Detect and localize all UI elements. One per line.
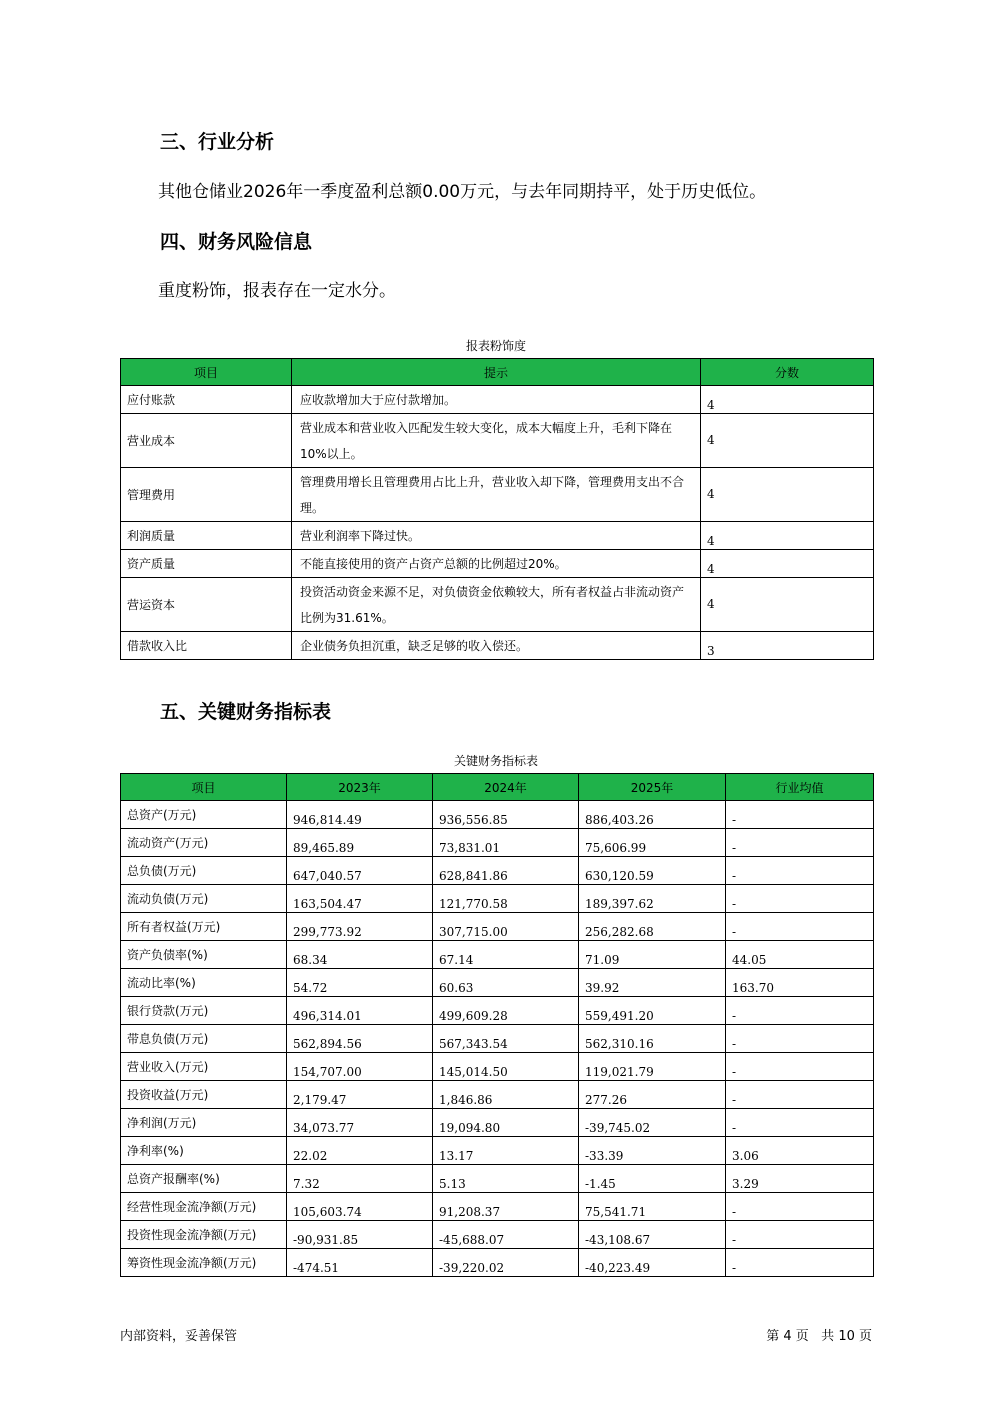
kpi-industry-avg: 163.70	[726, 969, 874, 997]
kpi-2023: 299,773.92	[287, 913, 433, 941]
kpi-industry-avg: 3.29	[726, 1165, 874, 1193]
kpi-industry-avg: -	[726, 1025, 874, 1053]
kpi-2025: 71.09	[579, 941, 726, 969]
risk-hint: 营业利润率下降过快。	[292, 522, 701, 550]
kpi-2024: 499,609.28	[433, 997, 579, 1025]
header-item: 项目	[121, 774, 287, 801]
kpi-2025: 562,310.16	[579, 1025, 726, 1053]
kpi-2024: 628,841.86	[433, 857, 579, 885]
risk-hint: 投资活动资金来源不足，对负债资金依赖较大，所有者权益占非流动资产比例为31.61%。	[292, 578, 701, 632]
risk-score: 4	[701, 468, 874, 522]
kpi-item: 带息负债(万元)	[121, 1025, 287, 1053]
header-industry-avg: 行业均值	[726, 774, 874, 801]
kpi-2025: -33.39	[579, 1137, 726, 1165]
kpi-2024: 19,094.80	[433, 1109, 579, 1137]
kpi-industry-avg: -	[726, 801, 874, 829]
header-item: 项目	[121, 359, 292, 386]
kpi-table	[120, 773, 874, 1277]
header-2023: 2023年	[287, 774, 433, 801]
kpi-2025: 559,491.20	[579, 997, 726, 1025]
kpi-2023: 154,707.00	[287, 1053, 433, 1081]
kpi-2023: 496,314.01	[287, 997, 433, 1025]
footer-page-number: 第 4 页 共 10 页	[766, 1329, 872, 1344]
risk-score: 4	[701, 386, 874, 414]
risk-item: 营运资本	[121, 578, 292, 632]
kpi-2024: 145,014.50	[433, 1053, 579, 1081]
risk-item: 借款收入比	[121, 632, 292, 660]
risk-score: 4	[701, 578, 874, 632]
kpi-2023: 105,603.74	[287, 1193, 433, 1221]
kpi-industry-avg: 3.06	[726, 1137, 874, 1165]
table-row	[121, 1193, 874, 1221]
table-row	[121, 969, 874, 997]
header-2024: 2024年	[433, 774, 579, 801]
kpi-industry-avg: -	[726, 1053, 874, 1081]
kpi-item: 银行贷款(万元)	[121, 997, 287, 1025]
industry-text: 其他仓储业2026年一季度盈利总额0.00万元，与去年同期持平，处于历史低位。	[158, 182, 767, 202]
table-row	[121, 386, 874, 414]
risk-hint: 应收款增加大于应付款增加。	[292, 386, 701, 414]
risk-hint: 管理费用增长且管理费用占比上升，营业收入却下降，管理费用支出不合理。	[292, 468, 701, 522]
risk-score: 4	[701, 414, 874, 468]
risk-score: 4	[701, 550, 874, 578]
risk-item: 应付账款	[121, 386, 292, 414]
kpi-item: 总资产(万元)	[121, 801, 287, 829]
kpi-item: 营业收入(万元)	[121, 1053, 287, 1081]
kpi-2025: 277.26	[579, 1081, 726, 1109]
kpi-item: 投资收益(万元)	[121, 1081, 287, 1109]
risk-item: 营业成本	[121, 414, 292, 468]
table-row	[121, 857, 874, 885]
kpi-2024: 1,846.86	[433, 1081, 579, 1109]
kpi-industry-avg: -	[726, 1221, 874, 1249]
kpi-2023: -474.51	[287, 1249, 433, 1277]
table-row	[121, 414, 874, 468]
kpi-2025: 189,397.62	[579, 885, 726, 913]
kpi-2024: 121,770.58	[433, 885, 579, 913]
kpi-industry-avg: -	[726, 1249, 874, 1277]
table-row	[121, 632, 874, 660]
kpi-2024: 5.13	[433, 1165, 579, 1193]
kpi-item: 资产负债率(%)	[121, 941, 287, 969]
table-row	[121, 1081, 874, 1109]
kpi-2023: 68.34	[287, 941, 433, 969]
kpi-2025: -43,108.67	[579, 1221, 726, 1249]
header-score: 分数	[701, 359, 874, 386]
kpi-2024: 567,343.54	[433, 1025, 579, 1053]
kpi-item: 流动资产(万元)	[121, 829, 287, 857]
kpi-item: 净利率(%)	[121, 1137, 287, 1165]
risk-item: 管理费用	[121, 468, 292, 522]
kpi-2023: 22.02	[287, 1137, 433, 1165]
kpi-industry-avg: 44.05	[726, 941, 874, 969]
risk-item: 利润质量	[121, 522, 292, 550]
kpi-item: 总资产报酬率(%)	[121, 1165, 287, 1193]
table-row	[121, 550, 874, 578]
kpi-industry-avg: -	[726, 913, 874, 941]
kpi-2023: 89,465.89	[287, 829, 433, 857]
kpi-industry-avg: -	[726, 1193, 874, 1221]
risk-table	[120, 358, 874, 660]
risk-table-header	[121, 359, 874, 386]
kpi-2024: 67.14	[433, 941, 579, 969]
table-row	[121, 468, 874, 522]
kpi-2024: 13.17	[433, 1137, 579, 1165]
kpi-2025: -1.45	[579, 1165, 726, 1193]
kpi-2025: -39,745.02	[579, 1109, 726, 1137]
kpi-industry-avg: -	[726, 885, 874, 913]
kpi-2023: 2,179.47	[287, 1081, 433, 1109]
kpi-industry-avg: -	[726, 1081, 874, 1109]
table-row	[121, 578, 874, 632]
kpi-2023: -90,931.85	[287, 1221, 433, 1249]
risk-table-caption: 报表粉饰度	[465, 339, 526, 353]
table-row	[121, 1165, 874, 1193]
risk-score: 4	[701, 522, 874, 550]
kpi-2025: -40,223.49	[579, 1249, 726, 1277]
table-row	[121, 913, 874, 941]
risk-item: 资产质量	[121, 550, 292, 578]
kpi-2025: 39.92	[579, 969, 726, 997]
kpi-2025: 256,282.68	[579, 913, 726, 941]
table-row	[121, 801, 874, 829]
kpi-industry-avg: -	[726, 997, 874, 1025]
footer-left: 内部资料，妥善保管	[120, 1329, 238, 1344]
table-row	[121, 941, 874, 969]
kpi-2024: 73,831.01	[433, 829, 579, 857]
kpi-2024: 60.63	[433, 969, 579, 997]
table-row	[121, 1221, 874, 1249]
kpi-2023: 54.72	[287, 969, 433, 997]
table-row	[121, 885, 874, 913]
kpi-industry-avg: -	[726, 857, 874, 885]
table-row	[121, 997, 874, 1025]
kpi-industry-avg: -	[726, 829, 874, 857]
section-title-risk: 四、财务风险信息	[160, 231, 313, 253]
table-row	[121, 1137, 874, 1165]
kpi-2025: 75,606.99	[579, 829, 726, 857]
table-row	[121, 1249, 874, 1277]
kpi-table-header	[121, 774, 874, 801]
risk-text: 重度粉饰，报表存在一定水分。	[158, 281, 396, 301]
kpi-2025: 75,541.71	[579, 1193, 726, 1221]
kpi-industry-avg: -	[726, 1109, 874, 1137]
kpi-item: 投资性现金流净额(万元)	[121, 1221, 287, 1249]
kpi-2024: 936,556.85	[433, 801, 579, 829]
kpi-2023: 562,894.56	[287, 1025, 433, 1053]
kpi-item: 流动负债(万元)	[121, 885, 287, 913]
kpi-2024: -39,220.02	[433, 1249, 579, 1277]
kpi-item: 总负债(万元)	[121, 857, 287, 885]
kpi-2023: 34,073.77	[287, 1109, 433, 1137]
risk-score: 3	[701, 632, 874, 660]
kpi-2023: 946,814.49	[287, 801, 433, 829]
kpi-2025: 886,403.26	[579, 801, 726, 829]
kpi-2024: 307,715.00	[433, 913, 579, 941]
header-2025: 2025年	[579, 774, 726, 801]
table-row	[121, 829, 874, 857]
kpi-2023: 647,040.57	[287, 857, 433, 885]
table-row	[121, 1053, 874, 1081]
table-row	[121, 1109, 874, 1137]
kpi-2025: 119,021.79	[579, 1053, 726, 1081]
kpi-2024: -45,688.07	[433, 1221, 579, 1249]
table-row	[121, 522, 874, 550]
kpi-2023: 7.32	[287, 1165, 433, 1193]
risk-hint: 企业债务负担沉重，缺乏足够的收入偿还。	[292, 632, 701, 660]
kpi-item: 净利润(万元)	[121, 1109, 287, 1137]
kpi-table-caption: 关键财务指标表	[453, 754, 538, 768]
kpi-2023: 163,504.47	[287, 885, 433, 913]
kpi-item: 筹资性现金流净额(万元)	[121, 1249, 287, 1277]
section-title-industry: 三、行业分析	[160, 131, 275, 153]
section-title-kpi: 五、关键财务指标表	[160, 701, 332, 723]
kpi-2025: 630,120.59	[579, 857, 726, 885]
risk-hint: 营业成本和营业收入匹配发生较大变化，成本大幅度上升，毛利下降在10%以上。	[292, 414, 701, 468]
table-row	[121, 1025, 874, 1053]
kpi-item: 经营性现金流净额(万元)	[121, 1193, 287, 1221]
header-hint: 提示	[292, 359, 701, 386]
kpi-item: 所有者权益(万元)	[121, 913, 287, 941]
kpi-2024: 91,208.37	[433, 1193, 579, 1221]
kpi-item: 流动比率(%)	[121, 969, 287, 997]
risk-hint: 不能直接使用的资产占资产总额的比例超过20%。	[292, 550, 701, 578]
